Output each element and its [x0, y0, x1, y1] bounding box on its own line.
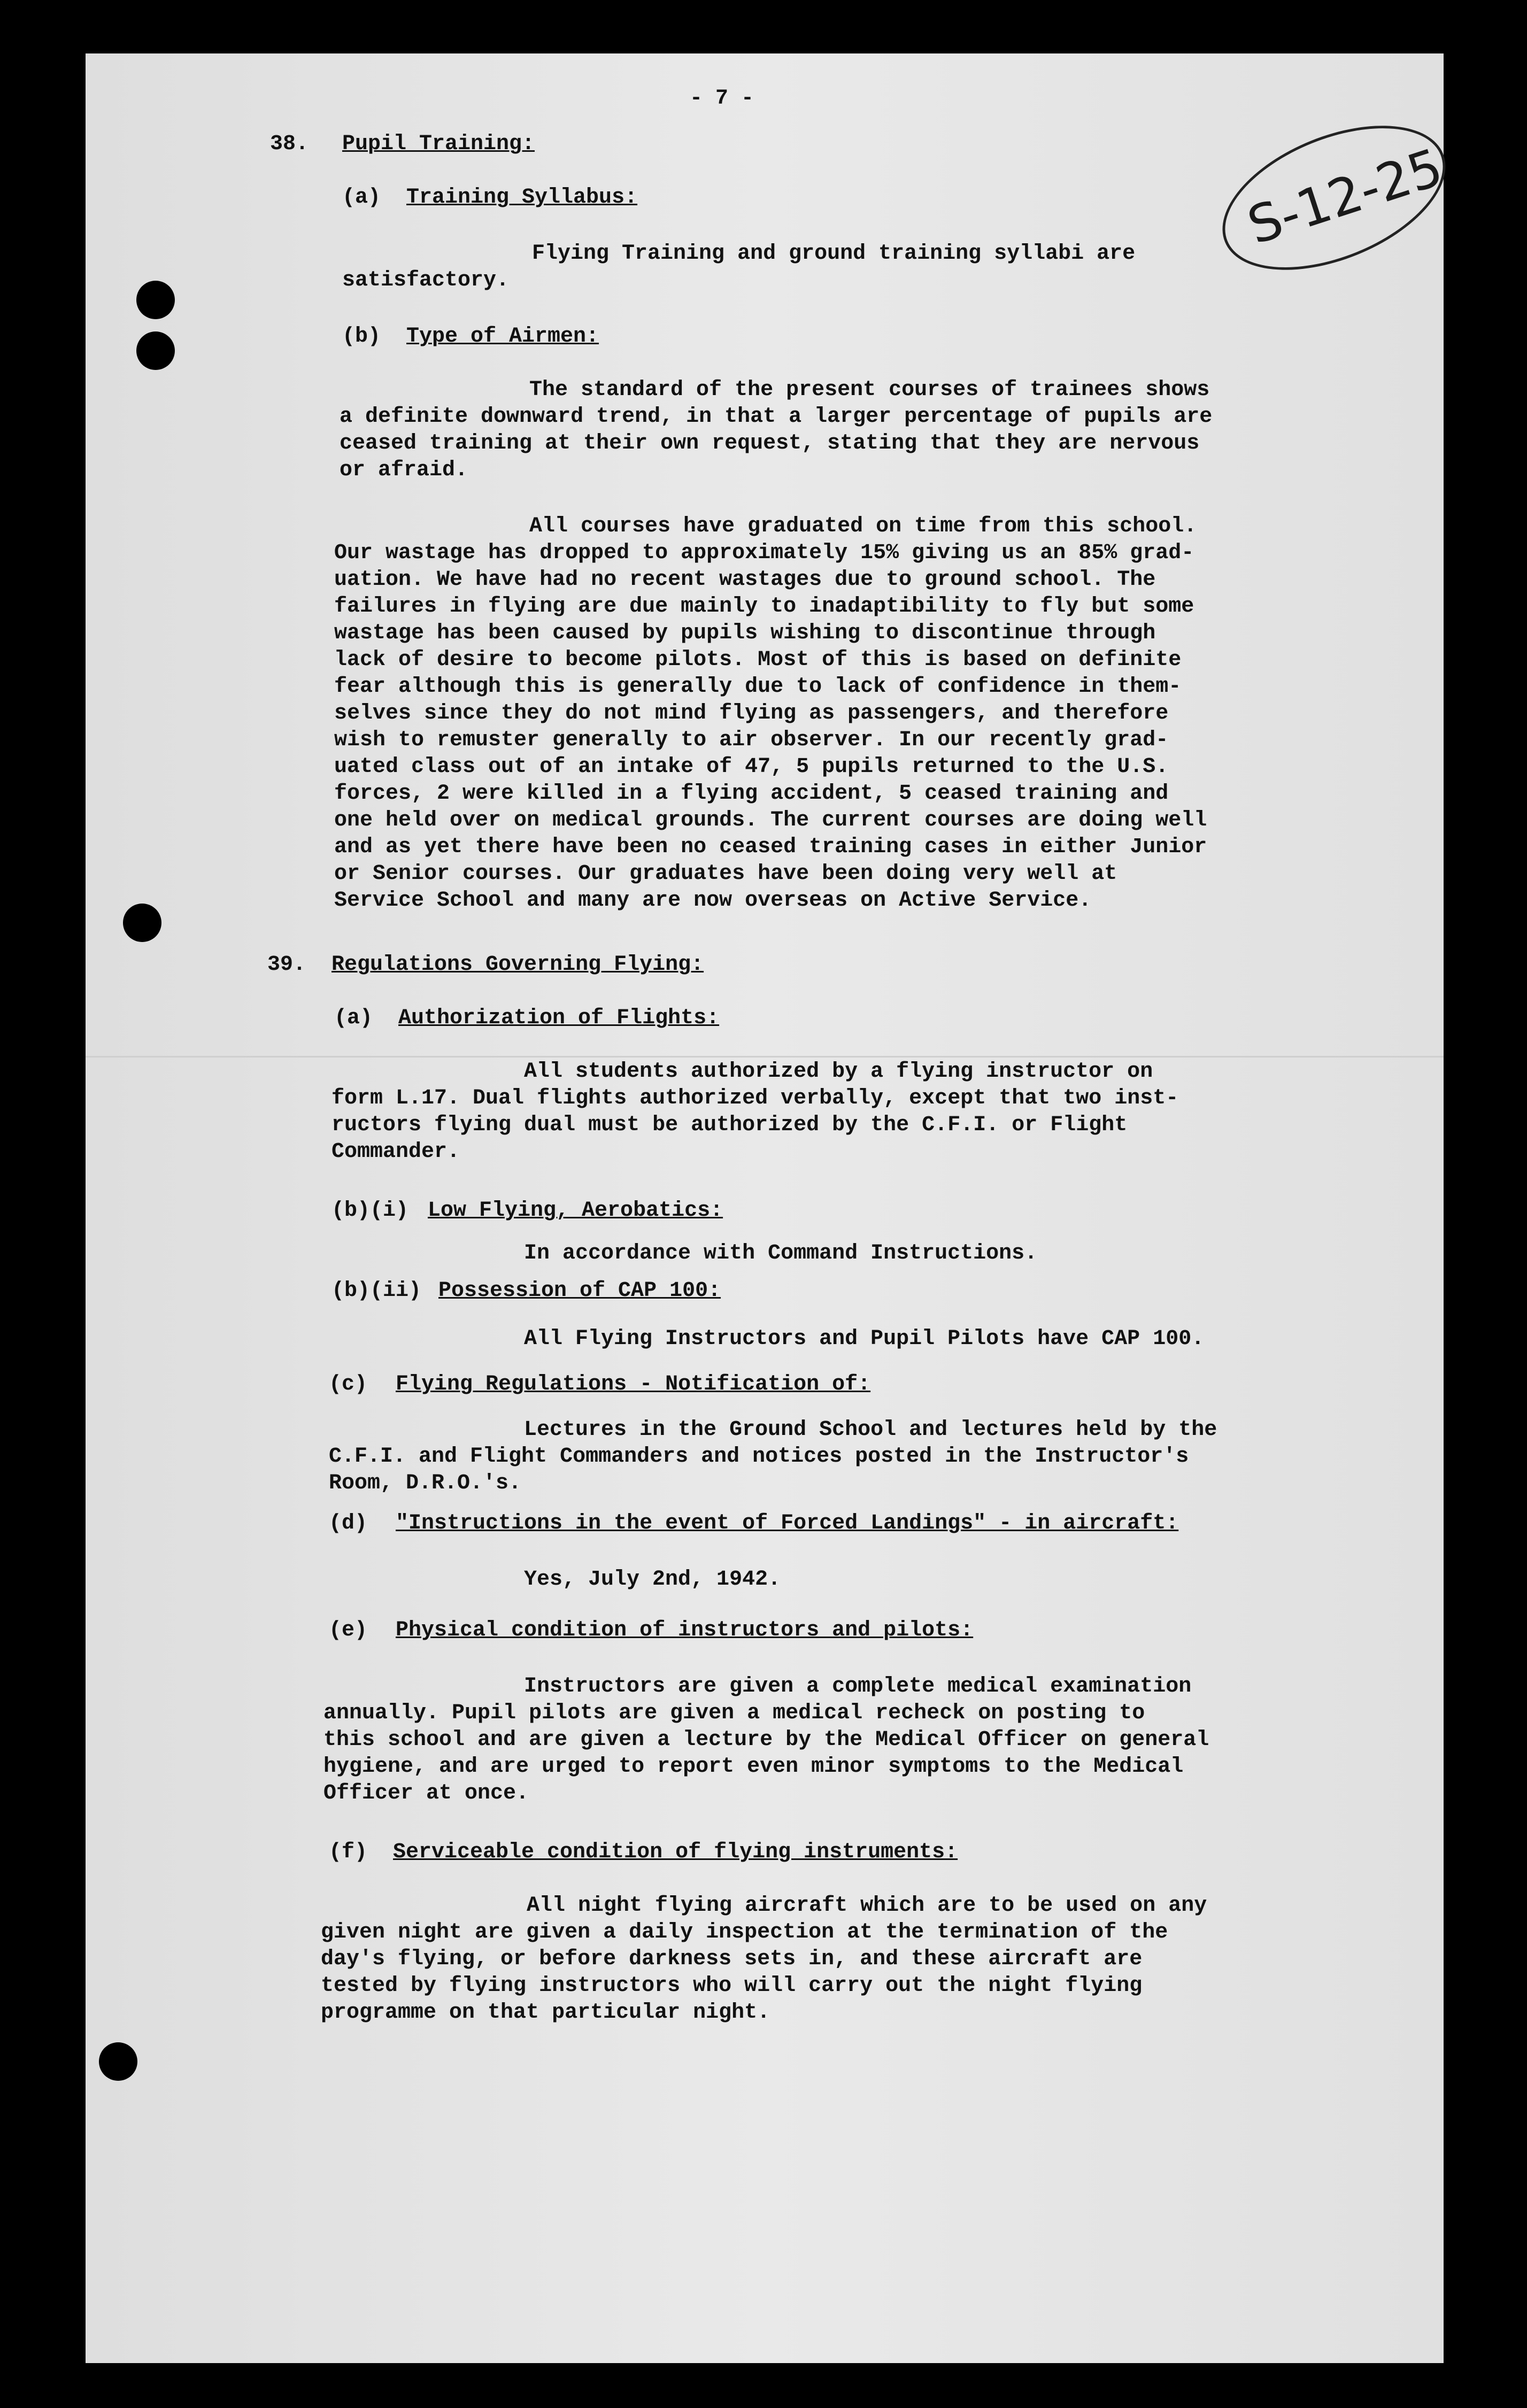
section-39bi-text: In accordance with Command Instructions.	[524, 1241, 1038, 1265]
section-39bi-title: Low Flying, Aerobatics:	[428, 1199, 723, 1223]
punch-hole	[99, 2042, 137, 2081]
section-39e-label: (e)	[329, 1618, 368, 1642]
section-39bi-label: (b)(i)	[331, 1199, 409, 1223]
section-38-title: Pupil Training:	[342, 132, 535, 156]
section-38b-title: Type of Airmen:	[406, 325, 599, 349]
section-39bii-text: All Flying Instructors and Pupil Pilots have CAP 100.	[524, 1327, 1205, 1351]
punch-hole	[136, 331, 175, 370]
section-39c-title: Flying Regulations - Notification of:	[396, 1372, 871, 1396]
section-38-number: 38.	[270, 132, 309, 156]
section-39d-text: Yes, July 2nd, 1942.	[524, 1568, 781, 1592]
section-39-number: 39.	[267, 953, 306, 977]
section-39bii-title: Possession of CAP 100:	[438, 1279, 721, 1303]
handwritten-stamp-text: S-12-25	[1240, 137, 1450, 256]
section-38a-title: Training Syllabus:	[406, 186, 638, 210]
section-39a-label: (a)	[334, 1006, 373, 1030]
punch-hole	[123, 904, 161, 942]
section-39bii-label: (b)(ii)	[331, 1279, 422, 1303]
section-39f-label: (f)	[329, 1840, 368, 1864]
section-39f-title: Serviceable condition of flying instruments:	[393, 1840, 958, 1864]
page-fold	[86, 1056, 1444, 1058]
section-39f-text: All night flying aircraft which are to be used on any given night are given a daily inspection at the termination of the day's flying, or before darkness sets in, and these aircraft are tested by flying instructors who will carry out the night flying programme on that particular night.	[321, 1894, 1207, 2025]
page-number: - 7 -	[690, 87, 754, 111]
section-38b-paragraph-2: All courses have graduated on time from this school. Our wastage has dropped to approximately 15% giving us an 85% grad- uation. We have had no recent wastages due to ground school. The failures in flying are due mainly to inadaptibility to fly but some wastage has been caused by pupils wishing to discontinue through lack of desire to become pilots. Most of this is based on definite fear although this is generally due to lack of confidence in them- selves since they do not mind flying as passengers, and therefore wish to remuster generally to air observer. In our recently grad- uated class out of an intake of 47, 5 pupils returned to the U.S. forces, 2 were killed in a flying accident, 5 ceased training and one held over on medical grounds. The current courses are doing well and as yet there have been no ceased training cases in either Junior or Senior courses. Our graduates have been doing very well at Service School and many are now overseas on Active Service.	[334, 514, 1207, 913]
section-39a-text: All students authorized by a flying instructor on form L.17. Dual flights authorized verbally, except that two inst- ructors flying dual must be authorized by the C.F.I. or Flight Commander.	[331, 1060, 1179, 1164]
punch-hole	[136, 281, 175, 319]
section-39-title: Regulations Governing Flying:	[331, 953, 704, 977]
section-38a-label: (a)	[342, 186, 381, 210]
section-38b-label: (b)	[342, 325, 381, 349]
section-38a-text: Flying Training and ground training syllabi are satisfactory.	[342, 242, 1136, 292]
section-39e-title: Physical condition of instructors and pilots:	[396, 1618, 974, 1642]
section-39d-title: "Instructions in the event of Forced Landings" - in aircraft:	[396, 1511, 1179, 1535]
section-39a-title: Authorization of Flights:	[398, 1006, 720, 1030]
section-39d-label: (d)	[329, 1511, 368, 1535]
section-39e-text: Instructors are given a complete medical examination annually. Pupil pilots are given a medical recheck on posting to this school and are given a lecture by the Medical Officer on general hygiene, and are urged to report even minor symptoms to the Medical Officer at once.	[323, 1674, 1209, 1805]
section-38b-paragraph-1: The standard of the present courses of trainees shows a definite downward trend, in that a larger percentage of pupils are ceased training at their own request, stating that they are nervous or afraid.	[340, 378, 1213, 482]
section-39c-text: Lectures in the Ground School and lectures held by the C.F.I. and Flight Commanders and notices posted in the Instructor's Room, D.R.O.'s.	[329, 1418, 1217, 1495]
section-39c-label: (c)	[329, 1372, 368, 1396]
